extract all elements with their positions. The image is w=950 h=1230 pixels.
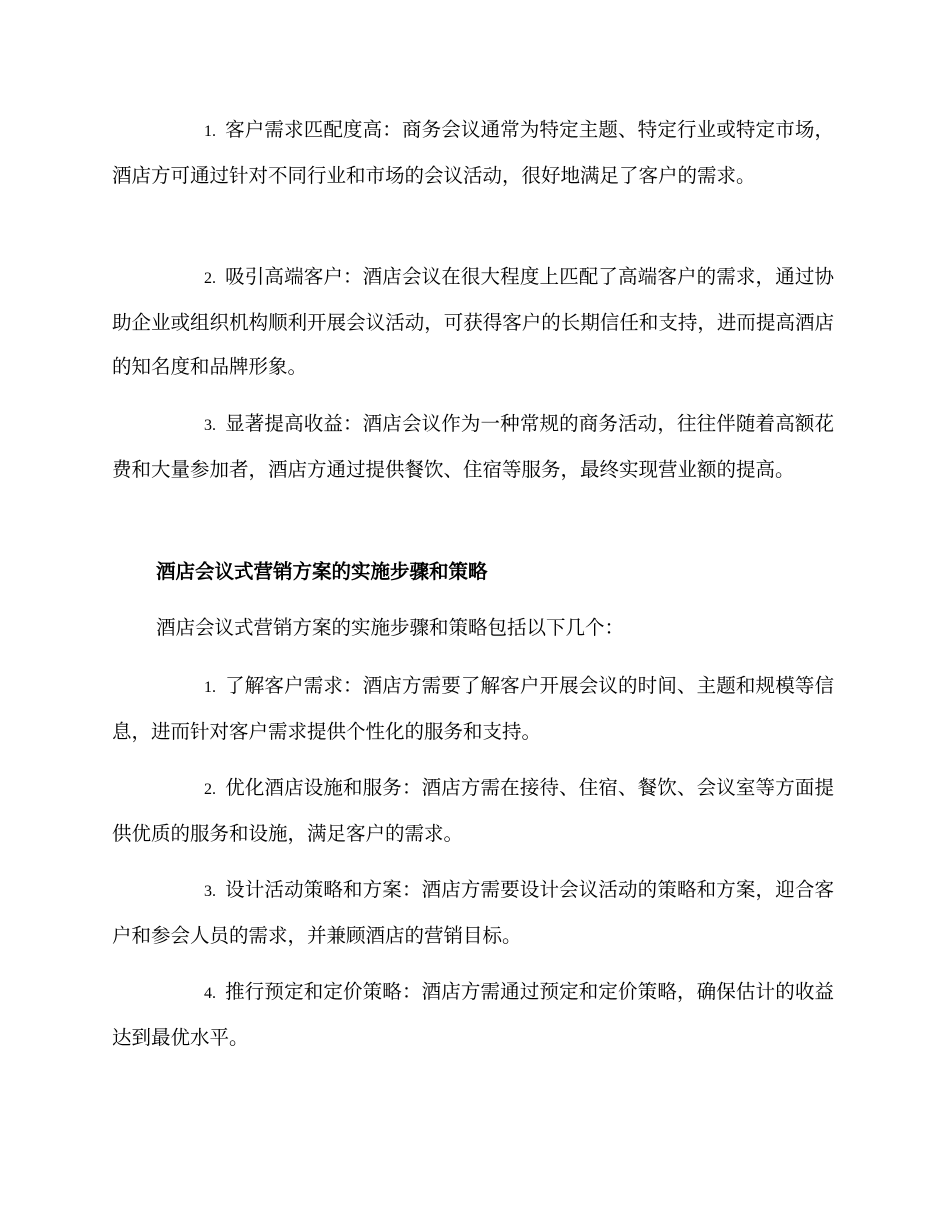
list-number: 2.	[204, 781, 216, 798]
list-text: 客户需求匹配度高：商务会议通常为特定主题、特定行业或特定市场，酒店方可通过针对不同行业和市场的会议活动，很好地满足了客户的需求。	[112, 118, 834, 187]
list-text: 了解客户需求：酒店方需要了解客户开展会议的时间、主题和规模等信息，进而针对客户需求提供个性化的服务和支持。	[112, 674, 834, 743]
section-heading: 酒店会议式营销方案的实施步骤和策略	[156, 560, 488, 583]
steps-item-1	[112, 664, 834, 754]
list-number: 1.	[204, 679, 216, 696]
list-item	[112, 766, 834, 856]
intro-block	[112, 606, 834, 650]
list-item	[112, 868, 834, 958]
intro-paragraph: 酒店会议式营销方案的实施步骤和策略包括以下几个：	[156, 616, 625, 639]
list-text: 推行预定和定价策略：酒店方需通过预定和定价策略，确保估计的收益达到最优水平。	[112, 980, 834, 1049]
section-heading-block	[112, 550, 834, 594]
list-item	[112, 664, 834, 754]
list-number: 4.	[204, 985, 216, 1002]
list-text: 设计活动策略和方案：酒店方需要设计会议活动的策略和方案，迎合客户和参会人员的需求，并兼顾酒店的营销目标。	[112, 878, 834, 947]
list-text: 显著提高收益：酒店会议作为一种常规的商务活动，往往伴随着高额花费和大量参加者，酒店方通过提供餐饮、住宿等服务，最终实现营业额的提高。	[112, 412, 834, 481]
list-number: 3.	[204, 883, 216, 900]
benefits-item-2	[112, 255, 834, 389]
benefits-item-1	[112, 108, 834, 198]
list-text: 吸引高端客户：酒店会议在很大程度上匹配了高端客户的需求，通过协助企业或组织机构顺利开展会议活动，可获得客户的长期信任和支持，进而提高酒店的知名度和品牌形象。	[112, 265, 834, 378]
steps-item-3	[112, 868, 834, 958]
benefits-item-3	[112, 402, 834, 492]
list-item	[112, 402, 834, 492]
list-item	[112, 108, 834, 198]
list-number: 3.	[204, 417, 216, 434]
steps-item-4	[112, 970, 834, 1060]
steps-item-2	[112, 766, 834, 856]
list-item	[112, 970, 834, 1060]
list-text: 优化酒店设施和服务：酒店方需在接待、住宿、餐饮、会议室等方面提供优质的服务和设施，满足客户的需求。	[112, 776, 834, 845]
list-number: 1.	[204, 123, 216, 140]
list-number: 2.	[204, 270, 216, 287]
list-item	[112, 255, 834, 389]
